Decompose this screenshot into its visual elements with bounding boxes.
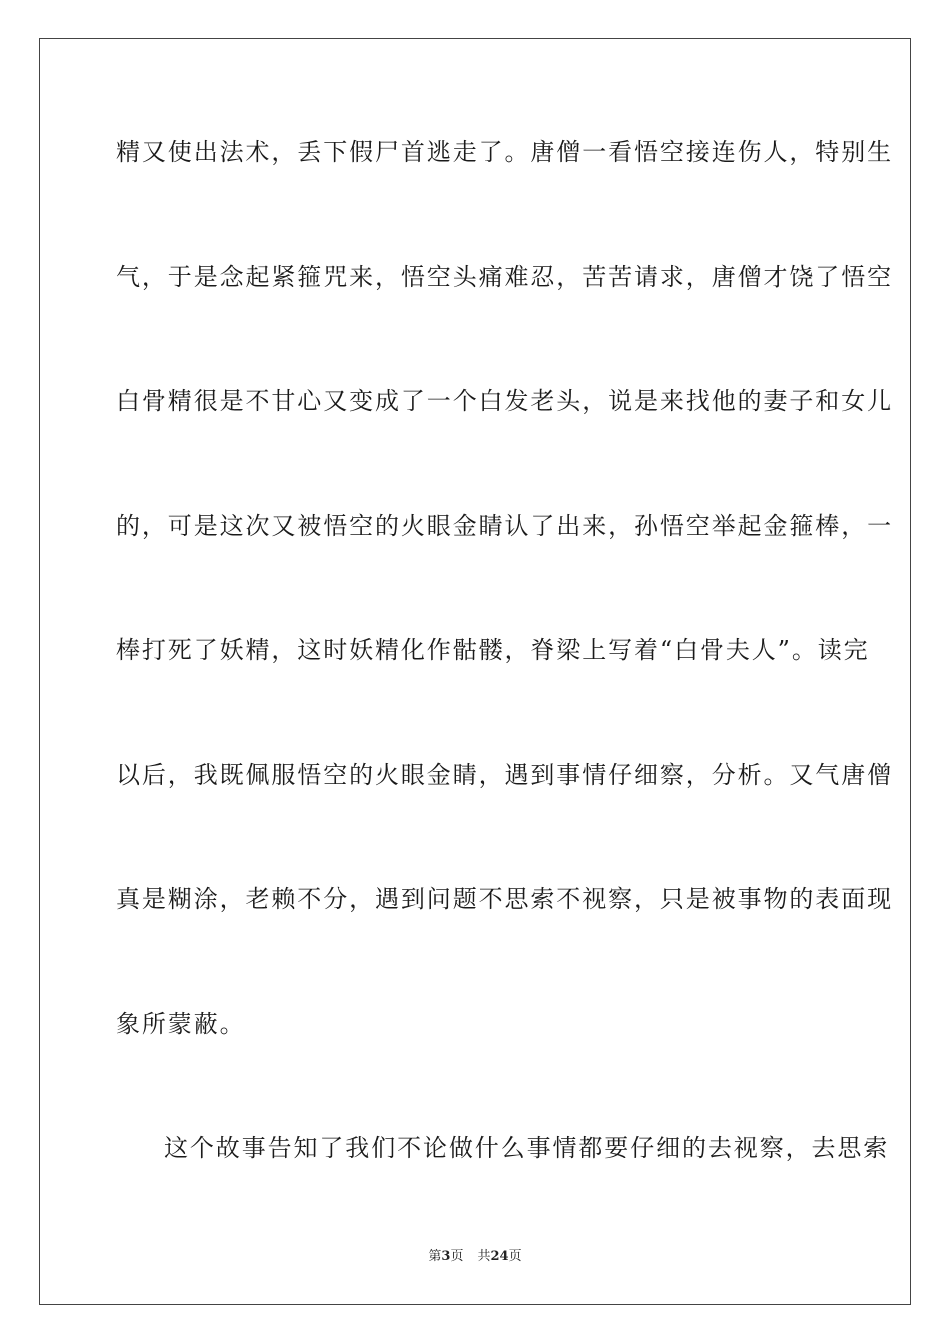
page-prefix: 第: [428, 1249, 442, 1264]
paragraph-line: 棒打死了妖精，这时妖精化作骷髅，脊梁上写着“白骨夫人”。读完: [116, 636, 870, 664]
paragraph-line: 气，于是念起紧箍咒来，悟空头痛难忍，苦苦请求，唐僧才饶了悟空: [116, 263, 893, 291]
page-number: 3: [441, 1249, 451, 1264]
total-suffix: 页: [508, 1249, 522, 1264]
paragraph-line: 象所蒙蔽。: [116, 1010, 246, 1038]
page-footer: [0, 1248, 950, 1266]
paragraph-line: 以后，我既佩服悟空的火眼金睛，遇到事情仔细察，分析。又气唐僧: [116, 761, 893, 789]
paragraph-line-indented: 这个故事告知了我们不论做什么事情都要仔细的去视察，去思索: [164, 1134, 890, 1162]
paragraph-line: 精又使出法术，丢下假尸首逃走了。唐僧一看悟空接连伤人，特别生: [116, 138, 893, 166]
page-frame: [39, 38, 911, 1305]
paragraph-line: 真是糊涂，老赖不分，遇到问题不思索不视察，只是被事物的表面现: [116, 885, 893, 913]
total-prefix: 共: [477, 1249, 491, 1264]
paragraph-line: 的，可是这次又被悟空的火眼金睛认了出来，孙悟空举起金箍棒，一: [116, 512, 893, 540]
total-pages: 24: [490, 1249, 509, 1264]
page-suffix: 页: [450, 1249, 464, 1264]
paragraph-line: 白骨精很是不甘心又变成了一个白发老头，说是来找他的妻子和女儿: [116, 387, 893, 415]
